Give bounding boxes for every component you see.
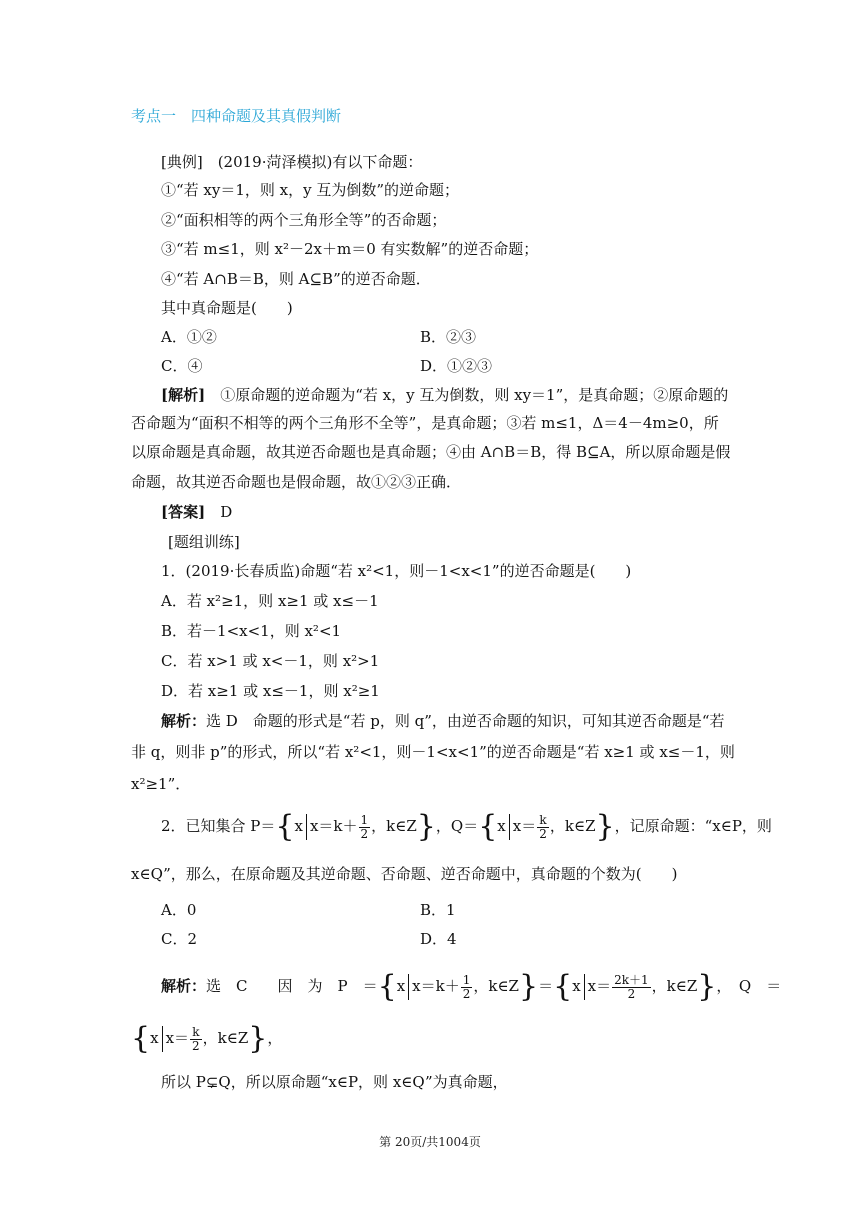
proposition-3: ③“若 m≤1，则 x²－2x＋m＝0 有实数解”的逆否命题； xyxy=(161,240,539,258)
analysis-line-4: 命题，故其逆否命题也是假命题，故①②③正确． xyxy=(131,473,462,491)
q2-stem-line-2: x∈Q”，那么，在原命题及其逆命题、否命题、逆否命题中，真命题的个数为( ) xyxy=(131,865,678,883)
q1-analysis-line-1: 解析：选 D 命题的形式是“若 p，则 q”，由逆否命题的知识，可知其逆否命题是“若 xyxy=(161,712,725,730)
q1-analysis-line-3: x²≥1”． xyxy=(131,775,191,793)
q2-option-c: C．2 xyxy=(161,930,198,948)
section-title: 考点一 四种命题及其真假判断 xyxy=(131,107,342,125)
q2-option-d: D．4 xyxy=(420,930,457,948)
proposition-4: ④“若 A∩B＝B，则 A⊆B”的逆否命题． xyxy=(161,270,431,288)
analysis-label: [解析] xyxy=(161,386,206,404)
option-a: A．①② xyxy=(161,328,217,346)
q1-analysis-line-2: 非 q，则非 p”的形式，所以“若 x²<1，则－1<x<1”的逆否命题是“若 x≥1 或 x≤－1，则 xyxy=(131,743,735,761)
analysis-line-2: 否命题为“面积不相等的两个三角形不全等”，是真命题；③若 m≤1，Δ＝4－4m≥0，所 xyxy=(131,414,719,432)
example-header: [典例] (2019·菏泽模拟)有以下命题： xyxy=(161,153,423,171)
q1-option-d: D．若 x≥1 或 x≤－1，则 x²≥1 xyxy=(161,682,380,700)
proposition-1: ①“若 xy＝1，则 x，y 互为倒数”的逆命题； xyxy=(161,181,460,199)
proposition-2: ②“面积相等的两个三角形全等”的否命题； xyxy=(161,211,447,229)
analysis-line-3: 以原命题是真命题，故其逆否命题也是真命题；④由 A∩B＝B，得 B⊆A，所以原命题是假 xyxy=(131,443,731,461)
fraction-one-half: $\frac{1}{2}$ xyxy=(360,812,369,841)
q2-option-b: B．1 xyxy=(420,901,456,919)
q1-option-b: B．若－1<x<1，则 x²<1 xyxy=(161,622,342,640)
answer-line xyxy=(161,502,232,522)
training-header: [题组训练] xyxy=(168,533,240,551)
answer-value: D xyxy=(205,503,233,521)
q1-option-c: C．若 x>1 或 x<－1，则 x²>1 xyxy=(161,652,380,670)
answer-label: [答案] xyxy=(161,503,206,521)
analysis-line-1: [解析] ①原命题的逆命题为“若 x，y 互为倒数，则 xy＝1”，是真命题；②原命题的 xyxy=(161,386,729,404)
q2-analysis-line-2: {x x＝ $\frac{k}{2}$ ，k∈Z}， xyxy=(131,1021,283,1056)
fraction-2k-plus-1-half: $\frac{2k+1}{2}$ xyxy=(614,972,649,1001)
option-d: D．①②③ xyxy=(420,357,493,375)
q2-analysis-line-1: 解析：选 C 因 为 P ＝{x x＝k＋ $\frac{1}{2}$ ，k∈Z}＝{x x＝ $\frac{2k+1}{2}$ ，k∈Z}， Q ＝ xyxy=(161,969,782,1004)
q2-stem-line-1: 2．已知集合 P＝{x x＝k＋ $\frac{1}{2}$ ，k∈Z}，Q＝{x x＝ $\frac{k}{2}$ ，k∈Z}，记原命题：“x∈P，则 xyxy=(161,809,772,844)
q2-analysis-line-3: 所以 P⊊Q，所以原命题“x∈P，则 x∈Q”为真命题， xyxy=(161,1073,508,1091)
fraction-k-half: $\frac{k}{2}$ xyxy=(539,812,547,841)
option-b: B．②③ xyxy=(420,328,477,346)
option-c: C．④ xyxy=(161,357,203,375)
q1-stem: 1．(2019·长春质监)命题“若 x²<1，则－1<x<1”的逆否命题是( ) xyxy=(161,562,632,580)
q2-option-a: A．0 xyxy=(161,901,197,919)
q1-analysis-label: 解析： xyxy=(161,712,207,730)
page-footer: 第 20页/共1004页 xyxy=(379,1135,481,1149)
q1-option-a: A．若 x²≥1，则 x≥1 或 x≤－1 xyxy=(161,592,379,610)
q2-analysis-label: 解析： xyxy=(161,977,207,995)
example-question: 其中真命题是( ) xyxy=(161,299,293,317)
